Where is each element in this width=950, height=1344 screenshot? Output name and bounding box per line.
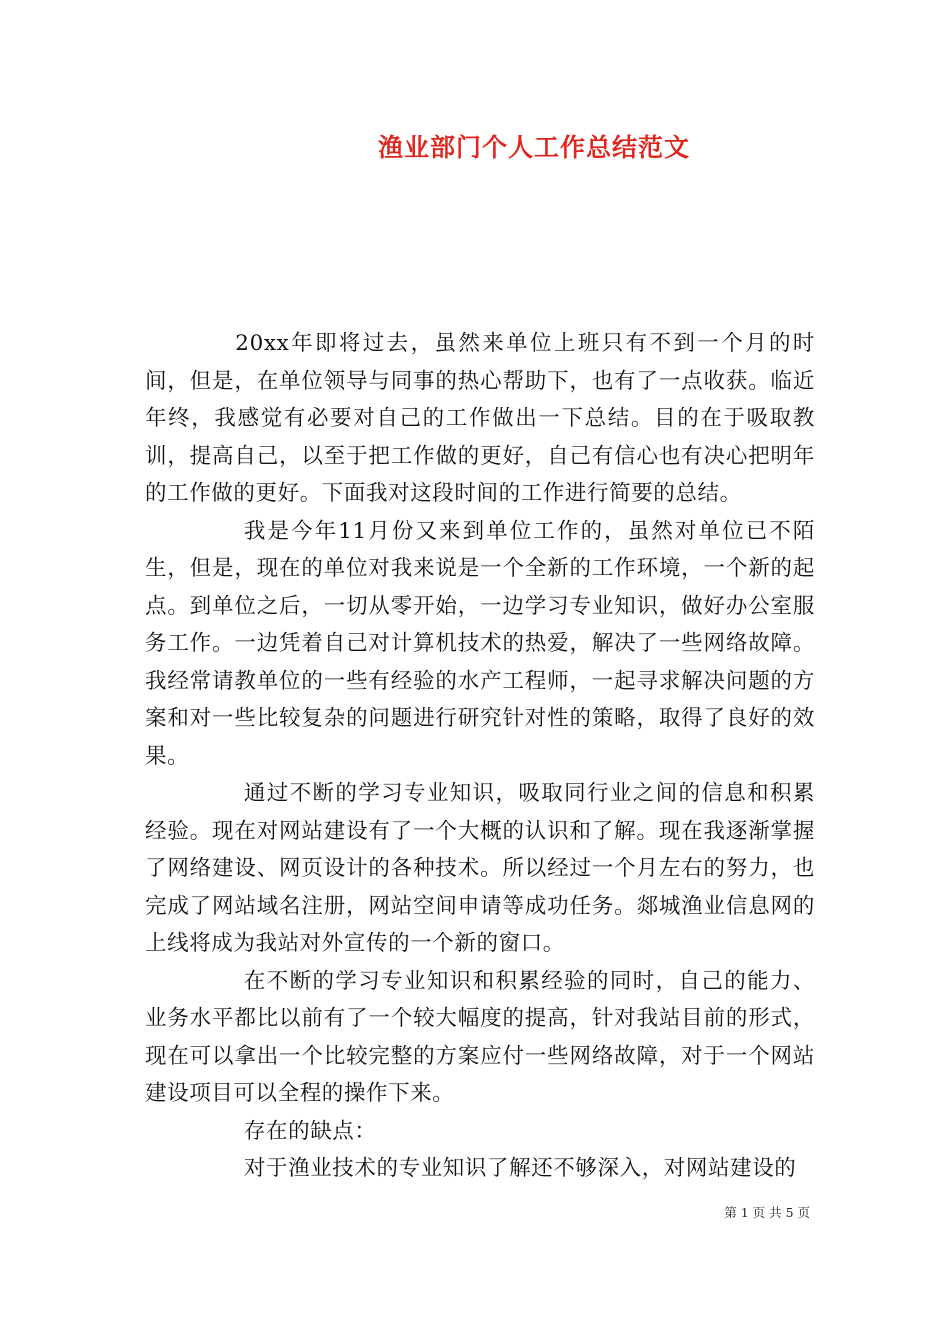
paragraph-intro: 20xx年即将过去，虽然来单位上班只有不到一个月的时间，但是，在单位领导与同事的热心帮助下，也有了一点收获。临近年终，我感觉有必要对自己的工作做出一下总结。目的在于吸取教训，提高自己，以至于把工作做的更好，自己有信心也有决心把明年的工作做的更好。下面我对这段时间的工作进行简要的总结。 [145,331,815,506]
paragraph-learning: 通过不断的学习专业知识，吸取同行业之间的信息和积累经验。现在对网站建设有了一个大概的认识和了解。现在我逐渐掌握了网络建设、网页设计的各种技术。所以经过一个月左右的努力，也完成了网站域名注册，网站空间申请等成功任务。郯城渔业信息网的上线将成为我站对外宣传的一个新的窗口。 [145,781,815,956]
paragraph-shortcomings: 对于渔业技术的专业知识了解还不够深入，对网站建设的 [243,1156,797,1181]
paragraph-arrival: 我是今年11月份又来到单位工作的，虽然对单位已不陌生，但是，现在的单位对我来说是一个全新的工作环境，一个新的起点。到单位之后，一切从零开始，一边学习专业知识，做好办公室服务工作。一边凭着自己对计算机技术的热爱，解决了一些网络故障。我经常请教单位的一些有经验的水产工程师，一起寻求解决问题的方案和对一些比较复杂的问题进行研究针对性的策略，取得了良好的效果。 [145,518,815,769]
paragraph-shortcomings-heading: 存在的缺点： [243,1118,377,1144]
paragraph-improvement: 在不断的学习专业知识和积累经验的同时，自己的能力、业务水平都比以前有了一个较大幅度的提高，针对我站目前的形式，现在可以拿出一个比较完整的方案应付一些网络故障，对于一个网站建设项目可以全程的操作下来。 [145,968,815,1106]
document-title: 渔业部门个人工作总结范文 [377,133,690,162]
document-body [145,325,815,1188]
page-number: 第 1 页 共 5 页 [724,1205,810,1220]
